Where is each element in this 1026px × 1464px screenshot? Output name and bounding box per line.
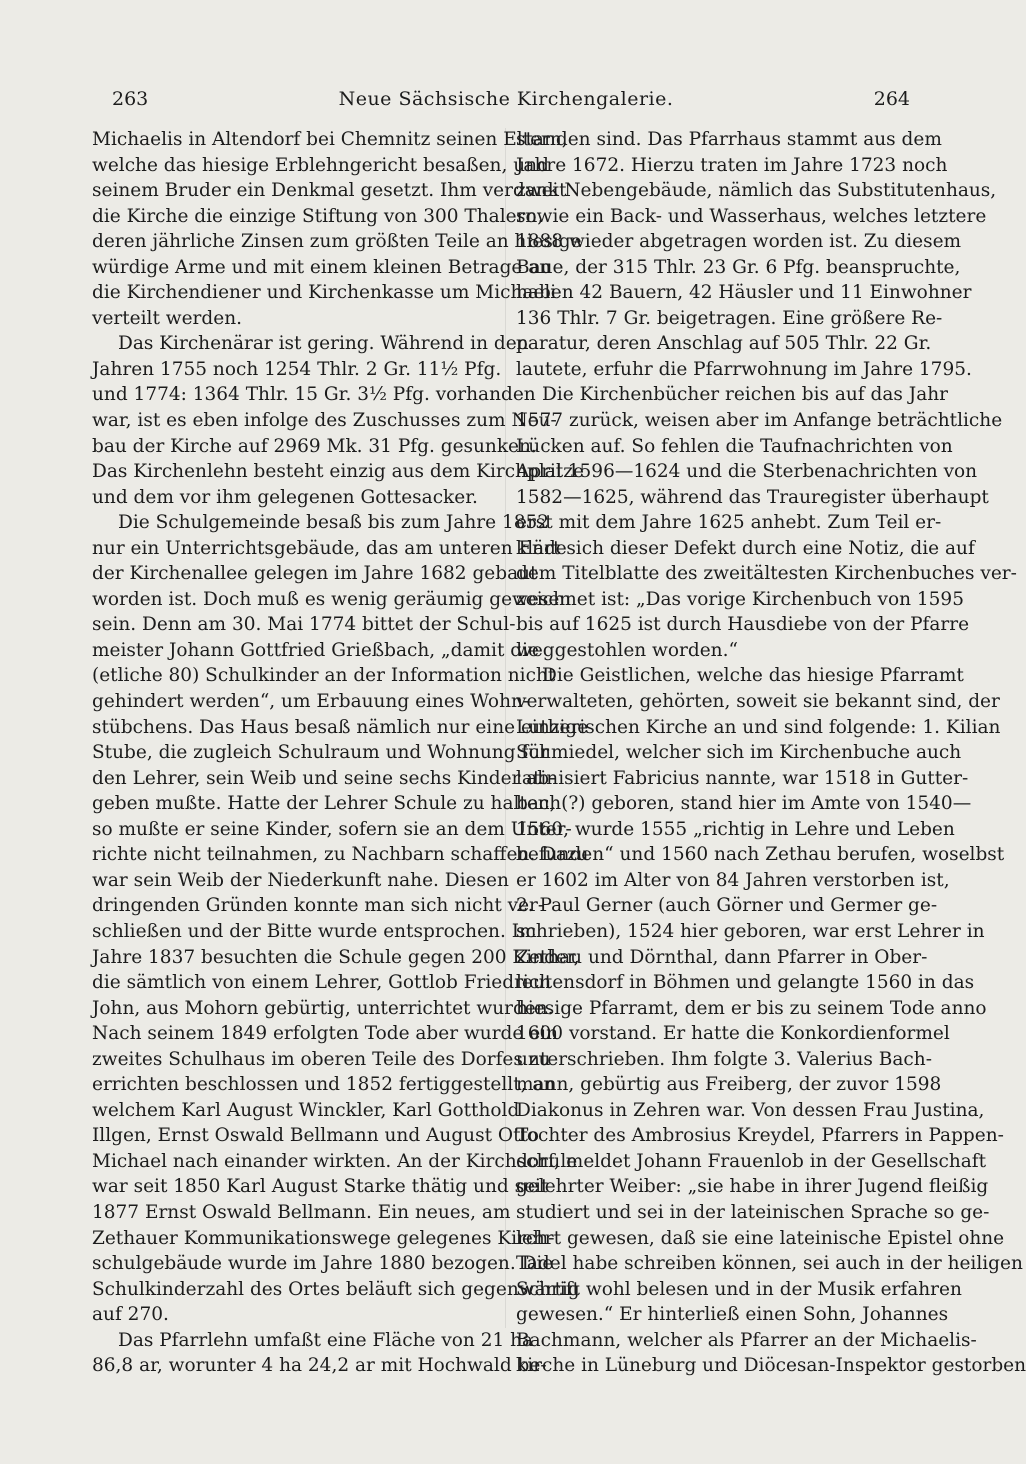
- right-column-line: lehrt gewesen, daß sie eine lateinische Epistel ohne: [516, 1227, 1005, 1249]
- left-column-line: Das Kirchenlehn besteht einzig aus dem Kirchplatze: [92, 461, 584, 483]
- right-column-line: April 1596—1624 und die Sterbenachrichten von: [516, 461, 978, 483]
- left-column-line: geben mußte. Hatte der Lehrer Schule zu halten,: [92, 793, 556, 815]
- right-column-line: befunden“ und 1560 nach Zethau berufen, woselbst: [516, 844, 1005, 866]
- left-column-line: schließen und der Bitte wurde entsprochen. Im: [92, 920, 537, 942]
- left-column-line: bau der Kirche auf 2969 Mk. 31 Pfg. gesunken.: [92, 435, 537, 457]
- right-column-line: zwei Nebengebäude, nämlich das Substitutenhaus,: [516, 180, 997, 202]
- right-column-line: dorf, meldet Johann Frauenlob in der Gesellschaft: [516, 1150, 987, 1172]
- right-column-line: studiert und sei in der lateinischen Sprache so ge-: [516, 1201, 990, 1223]
- right-column-line: Bachmann, welcher als Pfarrer an der Michaelis-: [516, 1329, 977, 1351]
- left-column-line: die Kirchendiener und Kirchenkasse um Michaeli: [92, 282, 557, 304]
- right-column-line: weggestohlen worden.“: [516, 639, 738, 661]
- right-column-line: 1600 vorstand. Er hatte die Konkordienformel: [516, 1023, 950, 1045]
- left-column-line: welchem Karl August Winckler, Karl Gotthold: [92, 1099, 520, 1121]
- right-column-line: gewesen.“ Er hinterließ einen Sohn, Johannes: [516, 1304, 949, 1326]
- left-column-line: seinem Bruder ein Denkmal gesetzt. Ihm verdankt: [92, 180, 567, 202]
- left-column-line: welche das hiesige Erblehngericht besaßen, und: [92, 154, 549, 176]
- right-column-line: Die Geistlichen, welche das hiesige Pfarramt: [542, 665, 964, 687]
- left-column-line: Stube, die zugleich Schulraum und Wohnung für: [92, 742, 550, 764]
- right-column-line: Schmiedel, welcher sich im Kirchenbuche auch: [516, 742, 962, 764]
- right-column-line: gelehrter Weiber: „sie habe in ihrer Jugend fleißig: [516, 1176, 989, 1198]
- right-column-line: paratur, deren Anschlag auf 505 Thlr. 22 Gr.: [516, 333, 932, 355]
- left-column-line: (etliche 80) Schulkinder an der Information nicht: [92, 665, 556, 687]
- running-title: Neue Sächsische Kirchengalerie.: [338, 88, 674, 110]
- left-column-line: den Lehrer, sein Weib und seine sechs Kinder ab-: [92, 767, 556, 789]
- left-column-line: errichten beschlossen und 1852 fertiggestellt, an: [92, 1074, 556, 1096]
- right-column-line: unterschrieben. Ihm folgte 3. Valerius Bach-: [516, 1048, 932, 1070]
- left-column-line: Nach seinem 1849 erfolgten Tode aber wurde ein: [92, 1023, 558, 1045]
- left-column-line: der Kirchenallee gelegen im Jahre 1682 gebaut: [92, 563, 538, 585]
- left-column-line: meister Johann Gottfried Grießbach, „damit die: [92, 639, 539, 661]
- left-column-line: Das Kirchenärar ist gering. Während in den: [118, 333, 529, 355]
- right-column-line: Diakonus in Zehren war. Von dessen Frau Justina,: [516, 1099, 985, 1121]
- page-number-left: 263: [112, 88, 149, 110]
- right-column-line: 1888 wieder abgetragen worden ist. Zu diesem: [516, 231, 962, 253]
- left-column-line: die Kirche die einzige Stiftung von 300 Thalern,: [92, 205, 544, 227]
- right-column-line: Jahre 1672. Hierzu traten im Jahre 1723 noch: [516, 154, 948, 176]
- right-column-line: bis auf 1625 ist durch Hausdiebe von der Pfarre: [516, 614, 970, 636]
- left-column-line: zweites Schulhaus im oberen Teile des Dorfes zu: [92, 1048, 551, 1070]
- right-column-line: 1582—1625, während das Trauregister überhaupt: [516, 486, 989, 508]
- left-column-line: Schulkinderzahl des Ortes beläuft sich gegenwärtig: [92, 1278, 580, 1300]
- left-column-line: sein. Denn am 30. Mai 1774 bittet der Schul-: [92, 614, 516, 636]
- left-column-line: nur ein Unterrichtsgebäude, das am unteren Ende: [92, 537, 567, 559]
- left-column-line: war sein Weib der Niederkunft nahe. Diesen: [92, 869, 509, 891]
- left-column-line: und dem vor ihm gelegenen Gottesacker.: [92, 486, 478, 508]
- left-column-line: und 1774: 1364 Thlr. 15 Gr. 3½ Pfg. vorhanden: [92, 384, 536, 406]
- left-column-line: Zethauer Kommunikationswege gelegenes Kirch-: [92, 1227, 555, 1249]
- page-number-right: 264: [873, 88, 910, 110]
- left-column-line: verteilt werden.: [92, 307, 242, 329]
- left-column-line: John, aus Mohorn gebürtig, unterrichtet wurden.: [92, 997, 554, 1019]
- left-column-line: deren jährliche Zinsen zum größten Teile an hiesige: [92, 231, 582, 253]
- right-column-line: Tochter des Ambrosius Kreydel, Pfarrers in Pappen-: [516, 1125, 1004, 1147]
- right-column-line: hiesige Pfarramt, dem er bis zu seinem Tode anno: [516, 997, 987, 1019]
- left-column-line: 86,8 ar, worunter 4 ha 24,2 ar mit Hochwald be-: [92, 1355, 547, 1377]
- left-column-line: worden ist. Doch muß es wenig geräumig gewesen: [92, 588, 572, 610]
- right-column-line: kirche in Lüneburg und Diöcesan-Inspektor gestorben: [516, 1355, 1026, 1377]
- right-column-line: Die Kirchenbücher reichen bis auf das Jahr: [542, 384, 948, 406]
- left-column-line: gehindert werden“, um Erbauung eines Wohn-: [92, 691, 530, 713]
- left-column-line: war, ist es eben infolge des Zuschusses zum Neu-: [92, 410, 557, 432]
- right-column-line: Schrift wohl belesen und in der Musik erfahren: [516, 1278, 962, 1300]
- right-column-line: latinisiert Fabricius nannte, war 1518 in Gutter-: [516, 767, 969, 789]
- right-column-line: verwalteten, gehörten, soweit sie bekannt sind, der: [516, 691, 1000, 713]
- right-column-line: 136 Thlr. 7 Gr. beigetragen. Eine größere Re-: [516, 307, 943, 329]
- left-column-line: Illgen, Ernst Oswald Bellmann und August Otto: [92, 1125, 540, 1147]
- left-column-line: Die Schulgemeinde besaß bis zum Jahre 1852: [118, 512, 550, 534]
- left-column-line: Jahren 1755 noch 1254 Thlr. 2 Gr. 11½ Pfg.: [92, 358, 502, 380]
- left-column-line: Michaelis in Altendorf bei Chemnitz seinen Eltern,: [92, 129, 568, 150]
- right-column-line: 1577 zurück, weisen aber im Anfange beträchtliche: [516, 410, 1003, 432]
- right-column-line: dem Titelblatte des zweitältesten Kirchenbuches ver-: [516, 563, 1017, 585]
- right-column-line: Lutherischen Kirche an und sind folgende: 1. Kilian: [516, 716, 1001, 738]
- right-column-line: 2. Paul Gerner (auch Görner und Germer ge-: [516, 895, 938, 917]
- right-column-line: haben 42 Bauern, 42 Häusler und 11 Einwohner: [516, 282, 972, 304]
- right-column-line: Zethau und Dörnthal, dann Pfarrer in Ober-: [516, 946, 928, 968]
- right-column-line: standen sind. Das Pfarrhaus stammt aus dem: [516, 129, 942, 150]
- left-column-line: war seit 1850 Karl August Starke thätig und seit: [92, 1176, 549, 1198]
- left-column-line: dringenden Gründen konnte man sich nicht ver-: [92, 895, 545, 917]
- right-column-line: mann, gebürtig aus Freiberg, der zuvor 1598: [516, 1074, 942, 1096]
- left-column-line: richte nicht teilnahmen, zu Nachbarn schaffen. Dazu: [92, 844, 589, 866]
- left-column-line: Jahre 1837 besuchten die Schule gegen 200 Kinder,: [92, 946, 580, 968]
- left-column-line: würdige Arme und mit einem kleinen Betrage an: [92, 256, 552, 278]
- right-column-line: leutensdorf in Böhmen und gelangte 1560 in das: [516, 972, 975, 994]
- right-column-line: sowie ein Back- und Wasserhaus, welches letztere: [516, 205, 987, 227]
- left-column-line: die sämtlich von einem Lehrer, Gottlob Friedrich: [92, 972, 552, 994]
- left-column-line: so mußte er seine Kinder, sofern sie an dem Unter-: [92, 818, 572, 840]
- right-column-line: schrieben), 1524 hier geboren, war erst Lehrer in: [516, 920, 985, 942]
- right-column-line: erst mit dem Jahre 1625 anhebt. Zum Teil er-: [516, 512, 942, 534]
- right-column-line: klärt sich dieser Defekt durch eine Notiz, die auf: [516, 537, 975, 559]
- left-column-line: 1877 Ernst Oswald Bellmann. Ein neues, am: [92, 1201, 511, 1223]
- left-column-line: Das Pfarrlehn umfaßt eine Fläche von 21 ha: [118, 1329, 534, 1351]
- right-column-line: er 1602 im Alter von 84 Jahren verstorben ist,: [516, 869, 950, 891]
- left-column-line: stübchens. Das Haus besaß nämlich nur eine einzige: [92, 716, 589, 738]
- left-column-line: auf 270.: [92, 1304, 169, 1326]
- right-column-line: lautete, erfuhr die Pfarrwohnung im Jahre 1795.: [516, 358, 972, 380]
- left-column-line: schulgebäude wurde im Jahre 1880 bezogen. Die: [92, 1253, 554, 1275]
- left-column-line: Michael nach einander wirkten. An der Kirchschule: [92, 1150, 578, 1172]
- right-column-line: 1560, wurde 1555 „richtig in Lehre und Leben: [516, 818, 955, 840]
- right-column-line: Lücken auf. So fehlen die Taufnachrichten von: [516, 435, 953, 457]
- left-column: [92, 127, 589, 1379]
- right-column-line: Tadel habe schreiben können, sei auch in der heiligen: [516, 1253, 1023, 1275]
- running-header: [90, 88, 922, 118]
- right-column-line: bach(?) geboren, stand hier im Amte von 1540—: [516, 793, 972, 815]
- right-column: [516, 127, 1026, 1379]
- right-column-line: Baue, der 315 Thlr. 23 Gr. 6 Pfg. beanspruchte,: [516, 256, 961, 278]
- right-column-line: zeichnet ist: „Das vorige Kirchenbuch von 1595: [516, 588, 964, 610]
